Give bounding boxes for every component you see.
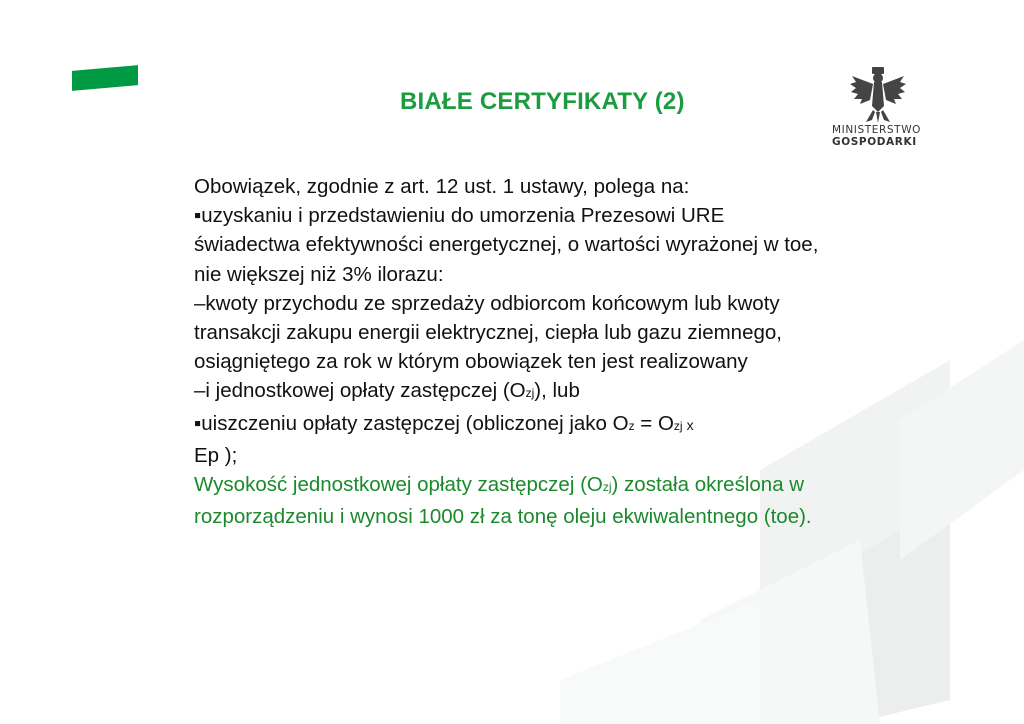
- subscript-zj: zj: [525, 386, 535, 401]
- highlight-paragraph: Wysokość jednostkowej opłaty zastępczej (Ozj) została określona w rozporządzeniu i wynosi 1000 zł za tonę oleju ekwiwalentnego (toe).: [194, 473, 812, 529]
- page-title: BIAŁE CERTYFIKATY (2): [400, 88, 685, 115]
- logo-text-ministry: MINISTERSTWO: [832, 124, 922, 136]
- intro-paragraph: Obowiązek, zgodnie z art. 12 ust. 1 ustawy, polega na:: [194, 175, 690, 198]
- multiply-sign: x: [686, 416, 694, 433]
- subscript-zj: zj: [673, 418, 683, 433]
- ministry-logo: [832, 66, 924, 148]
- square-bullet-icon: ▪: [194, 411, 202, 435]
- eagle-emblem-icon: [848, 66, 908, 124]
- subscript-z: z: [628, 418, 635, 433]
- dash-marker: –: [194, 379, 206, 403]
- bullet-item-substitute-fee: ▪uiszczeniu opłaty zastępczej (obliczonej jako Oz = Ozj x Ep );: [194, 411, 694, 467]
- bullet-item-certificates: ▪uzyskaniu i przedstawieniu do umorzenia Prezesowi URE świadectwa efektywności energetycznej, o wartości wyrażonej w toe, nie większej niż 3% ilorazu:: [194, 204, 819, 286]
- dash-item-unit-fee: –i jednostkowej opłaty zastępczej (Ozj), lub: [194, 379, 580, 403]
- dash-marker: –: [194, 291, 206, 315]
- dash-item-revenue: –kwoty przychodu ze sprzedaży odbiorcom końcowym lub kwoty transakcji zakupu energii elektrycznej, ciepła lub gazu ziemnego, osiągniętego za rok w którym obowiązek ten jest realizowany: [194, 291, 782, 374]
- logo-text-economy: GOSPODARKI: [832, 136, 917, 148]
- body-text: [194, 172, 834, 531]
- square-bullet-icon: ▪: [194, 204, 202, 228]
- subscript-zj: zj: [602, 480, 612, 495]
